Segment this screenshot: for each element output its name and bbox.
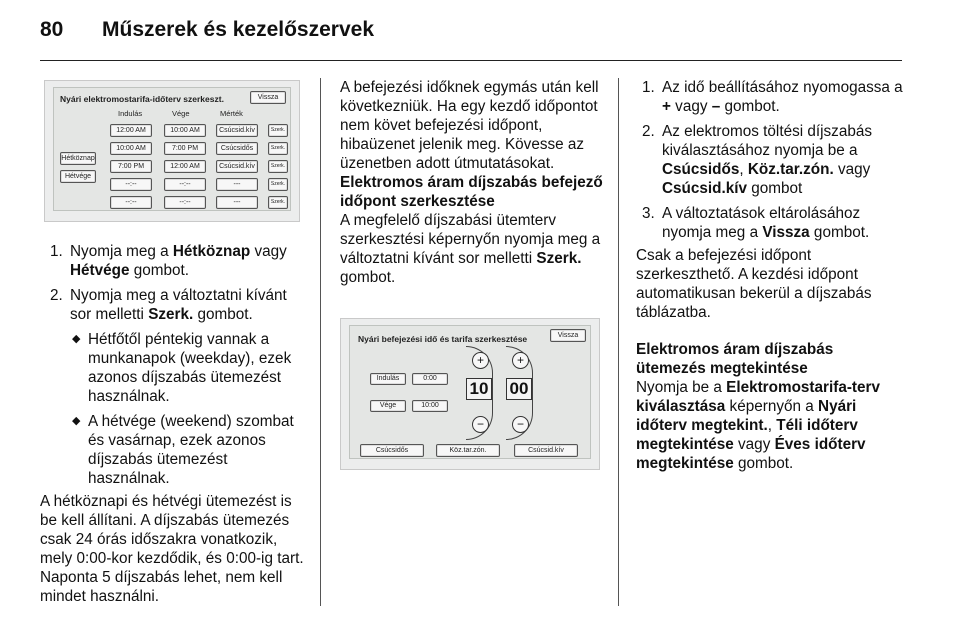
- section-heading: Elektromos áram díjszabás ütemezés megtekintése: [636, 341, 834, 377]
- row-end-time[interactable]: 12:00 AM: [164, 160, 206, 173]
- bullet-weekend: ◆ A hétvége (weekend) szombat és vasárnap, ezek azonos díjszabás ütemezést használnak.: [72, 413, 294, 487]
- hour-minus-button[interactable]: −: [472, 416, 489, 433]
- peak-rate-button[interactable]: Csúcsidős: [360, 444, 424, 457]
- row-start-time[interactable]: 10:00 AM: [110, 142, 152, 155]
- bullet-weekday: ◆ Hétfőtől péntekig vannak a munkanapok (weekday), ezek azonos díjszabás ütemezést használnak.: [72, 331, 292, 405]
- mid-rate-button[interactable]: Köz.tar.zón.: [436, 444, 500, 457]
- end-time-screen-image: [340, 318, 600, 470]
- column-divider: [618, 78, 619, 606]
- back-button[interactable]: Vissza: [250, 91, 286, 104]
- step-2: 2. Nyomja meg a változtatni kívánt sor melletti Szerk. gombot. ◆ Hétfőtől péntekig vannak a munkanapok (weekday), ezek azonos díjszabás ütemezést használnak. ◆ A hétvége (weekend) szombat és vasárnap, ezek azonos díjszabás ütemezést használnak.: [44, 286, 310, 488]
- minute-minus-button[interactable]: −: [512, 416, 529, 433]
- page-number: 80: [40, 18, 64, 41]
- hour-display: 10: [466, 378, 492, 400]
- row-end-time[interactable]: --:--: [164, 196, 206, 209]
- minute-plus-button[interactable]: +: [512, 352, 529, 369]
- screen-title: Nyári elektromostarifa-időterv szerkeszt.: [60, 94, 224, 104]
- col-start-label: Indulás: [118, 109, 143, 118]
- column-3: [636, 78, 906, 473]
- row-end-time[interactable]: 7:00 PM: [164, 142, 206, 155]
- page-title: Műszerek és kezelőszervek: [102, 18, 375, 41]
- schedule-screen-image: [44, 80, 300, 222]
- row-edit-button[interactable]: Szerk.: [268, 178, 288, 191]
- col-end-label: Vége: [172, 109, 190, 118]
- row-start-time[interactable]: --:--: [110, 196, 152, 209]
- row-edit-button[interactable]: Szerk.: [268, 160, 288, 173]
- start-value: 0:00: [412, 373, 448, 385]
- weekend-button[interactable]: Hétvége: [60, 170, 96, 183]
- start-label: Indulás: [370, 373, 406, 385]
- row-rate[interactable]: ---: [216, 196, 258, 209]
- row-start-time[interactable]: 7:00 PM: [110, 160, 152, 173]
- edit-instruction: A megfelelő díjszabási ütemterv szerkesztési képernyőn nyomja meg a változtatni kívánt sor melletti Szerk. gombot.: [340, 212, 601, 286]
- row-edit-button[interactable]: Szerk.: [268, 196, 288, 209]
- column-divider: [320, 78, 321, 606]
- header-rule: [40, 60, 902, 61]
- step-1: 1. Nyomja meg a Hétköznap vagy Hétvége gombot.: [50, 243, 287, 279]
- step-3: 3. A változtatások eltárolásához nyomja meg a Vissza gombot.: [642, 205, 870, 241]
- row-start-time[interactable]: --:--: [110, 178, 152, 191]
- screen-title: Nyári befejezési idő és tarifa szerkesztése: [358, 334, 528, 344]
- view-instruction: Nyomja be a Elektromostarifa-terv kiválasztása képernyőn a Nyári időterv megtekint., Téli időterv megtekintése vagy Éves időterv megtekintése gombot.: [636, 379, 880, 472]
- offpeak-rate-button[interactable]: Csúcsid.kív: [514, 444, 578, 457]
- schedule-note: A hétköznapi és hétvégi ütemezést is be kell állítani. A díjszabás ütemezés csak 24 órás időszakra vonatkozik, mely 0:00-kor kezdődik, és 0:00-ig tart. Naponta 5 díjszabás lehet, nem kell mindet használni.: [40, 493, 304, 605]
- step-2: 2. Az elektromos töltési díjszabás kiválasztásához nyomja be a Csúcsidős, Köz.tar.zón. vagy Csúcsid.kív gombot: [642, 123, 872, 197]
- column-2: [340, 78, 606, 287]
- column-1: [40, 242, 310, 606]
- row-rate[interactable]: ---: [216, 178, 258, 191]
- row-rate[interactable]: Csúcsid.kív: [216, 160, 258, 173]
- end-label: Vége: [370, 400, 406, 412]
- hour-plus-button[interactable]: +: [472, 352, 489, 369]
- minute-display: 00: [506, 378, 532, 400]
- row-end-time[interactable]: --:--: [164, 178, 206, 191]
- row-edit-button[interactable]: Szerk.: [268, 124, 288, 137]
- row-rate[interactable]: Csúcsidős: [216, 142, 258, 155]
- row-start-time[interactable]: 12:00 AM: [110, 124, 152, 137]
- step-1: 1. Az idő beállításához nyomogassa a + vagy – gombot.: [642, 79, 903, 115]
- end-value: 10:00: [412, 400, 448, 412]
- col-rate-label: Mérték: [220, 109, 243, 118]
- end-time-note: A befejezési időknek egymás után kell következniük. Ha egy kezdő időpontot nem követ befejezési időpont, hibaüzenet jelenik meg. Kövesse az üzenetben adott útmutatásokat.: [340, 79, 599, 172]
- end-time-only-note: Csak a befejezési időpont szerkeszthető. A kezdési időpont automatikusan bekerül a díjszabás táblázatba.: [636, 247, 872, 321]
- weekday-button[interactable]: Hétköznap: [60, 152, 96, 165]
- row-edit-button[interactable]: Szerk.: [268, 142, 288, 155]
- section-heading: Elektromos áram díjszabás befejező időpont szerkesztése: [340, 174, 603, 210]
- row-rate[interactable]: Csúcsid.kív: [216, 124, 258, 137]
- row-end-time[interactable]: 10:00 AM: [164, 124, 206, 137]
- page-header: [40, 18, 920, 48]
- back-button[interactable]: Vissza: [550, 329, 586, 342]
